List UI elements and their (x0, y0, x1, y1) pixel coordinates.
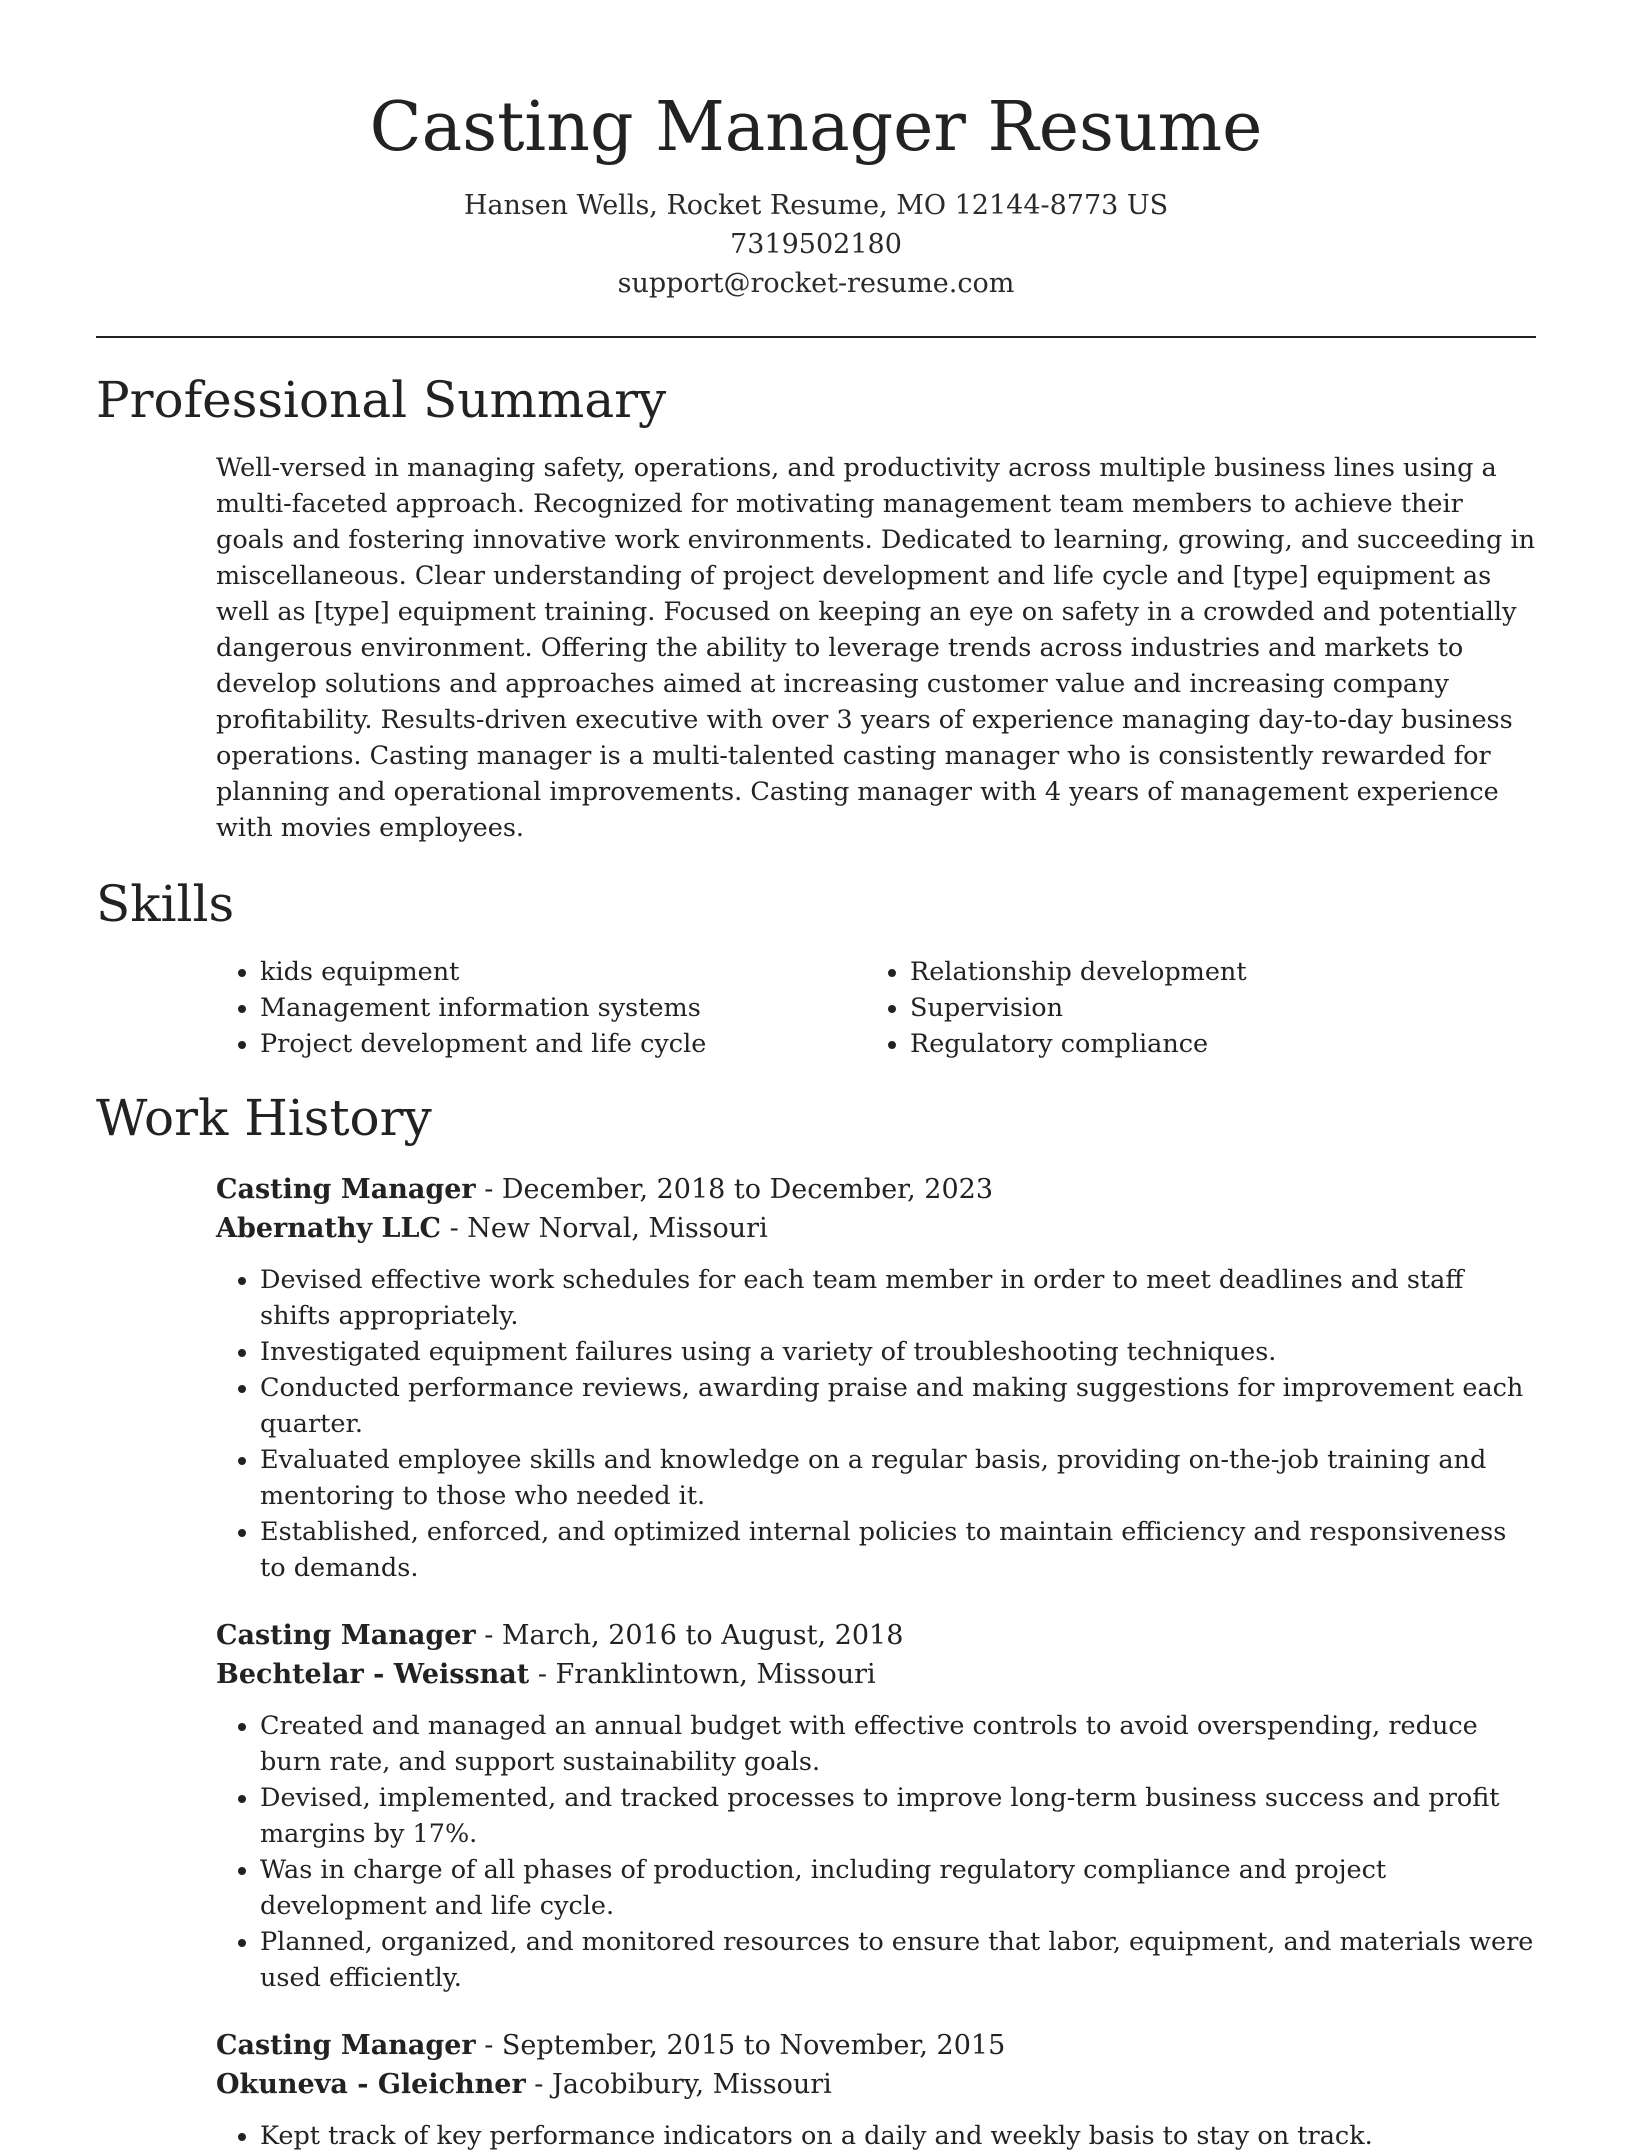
job-role: Casting Manager (216, 2030, 476, 2061)
job-title-line (216, 1170, 1536, 1209)
contact-block (96, 186, 1536, 303)
job-location: - Franklintown, Missouri (529, 1659, 876, 1690)
page-title: Casting Manager Resume (369, 88, 1263, 167)
contact-email: support@rocket-resume.com (617, 268, 1015, 299)
header-divider (96, 336, 1536, 338)
job-location: - Jacobibury, Missouri (525, 2069, 832, 2100)
work-history-section (96, 1170, 1536, 2154)
contact-phone: 7319502180 (730, 229, 902, 260)
job-bullet: • Established, enforced, and optimized internal policies to maintain efficiency and responsiveness to demands. (260, 1514, 1536, 1586)
skill-item: • Relationship development (910, 954, 1516, 990)
skills-list-left (216, 954, 866, 1062)
job-role: Casting Manager (216, 1174, 476, 1205)
job-company-line (216, 1209, 1536, 1248)
skill-item: • Management information systems (260, 990, 866, 1026)
job-bullet: • Was in charge of all phases of production, including regulatory compliance and project development and life cycle. (260, 1852, 1536, 1924)
job-company: Abernathy LLC (216, 1213, 442, 1244)
job-title-line (216, 2026, 1536, 2065)
job-location: - New Norval, Missouri (441, 1213, 768, 1244)
job-entry (216, 1170, 1536, 1586)
resume-header (96, 0, 1536, 303)
skill-item: • Supervision (910, 990, 1516, 1026)
job-company-line (216, 2065, 1536, 2104)
job-bullet: • Investigated equipment failures using a variety of troubleshooting techniques. (260, 1334, 1536, 1370)
job-bullets (216, 1708, 1536, 1996)
job-bullet: • Created and managed an annual budget with effective controls to avoid overspending, reduce burn rate, and support sustainability goals. (260, 1708, 1536, 1780)
job-bullet: • Evaluated employee skills and knowledge on a regular basis, providing on-the-job training and mentoring to those who needed it. (260, 1442, 1536, 1514)
skill-item: • Project development and life cycle (260, 1026, 866, 1062)
job-company-line (216, 1655, 1536, 1694)
work-history-heading: Work History (96, 1089, 432, 1147)
skills-section (96, 954, 1536, 1062)
job-entry (216, 1616, 1536, 1996)
job-company: Bechtelar - Weissnat (216, 1659, 530, 1690)
job-bullet: • Conducted performance reviews, awarding praise and making suggestions for improvement each quarter. (260, 1370, 1536, 1442)
skill-item: • kids equipment (260, 954, 866, 990)
job-dates: - September, 2015 to November, 2015 (475, 2030, 1006, 2061)
job-entry (216, 2026, 1536, 2154)
job-company: Okuneva - Gleichner (216, 2069, 526, 2100)
summary-text: Well-versed in managing safety, operations, and productivity across multiple business lines using a multi-faceted approach. Recognized for motivating management team members to achieve their goals and fostering innovative work environments. Dedicated to learning, growing, and succeeding in miscellaneous. Clear understanding of project development and life cycle and [type] equipment as well as [type] equipment training. Focused on keeping an eye on safety in a crowded and potentially dangerous environment. Offering the ability to leverage trends across industries and markets to develop solutions and approaches aimed at increasing customer value and increasing company profitability. Results-driven executive with over 3 years of experience managing day-to-day business operations. Casting manager is a multi-talented casting manager who is consistently rewarded for planning and operational improvements. Casting manager with 4 years of management experience with movies employees. (216, 453, 1536, 843)
job-bullets (216, 2118, 1536, 2154)
skill-item: • Regulatory compliance (910, 1026, 1516, 1062)
job-bullet: • Kept track of key performance indicators on a daily and weekly basis to stay on track. (260, 2118, 1536, 2154)
job-bullet: • Planned, organized, and monitored resources to ensure that labor, equipment, and materials were used efficiently. (260, 1924, 1536, 1996)
job-bullet: • Devised, implemented, and tracked processes to improve long-term business success and profit margins by 17%. (260, 1780, 1536, 1852)
contact-address: Hansen Wells, Rocket Resume, MO 12144-8773 US (463, 190, 1169, 221)
job-role: Casting Manager (216, 1620, 476, 1651)
job-dates: - March, 2016 to August, 2018 (475, 1620, 904, 1651)
job-bullets (216, 1262, 1536, 1586)
summary-heading: Professional Summary (96, 371, 667, 429)
skills-heading: Skills (96, 875, 235, 933)
job-dates: - December, 2018 to December, 2023 (475, 1174, 994, 1205)
job-title-line (216, 1616, 1536, 1655)
job-bullet: • Devised effective work schedules for each team member in order to meet deadlines and staff shifts appropriately. (260, 1262, 1536, 1334)
skills-list-right (866, 954, 1516, 1062)
summary-section (96, 450, 1536, 846)
